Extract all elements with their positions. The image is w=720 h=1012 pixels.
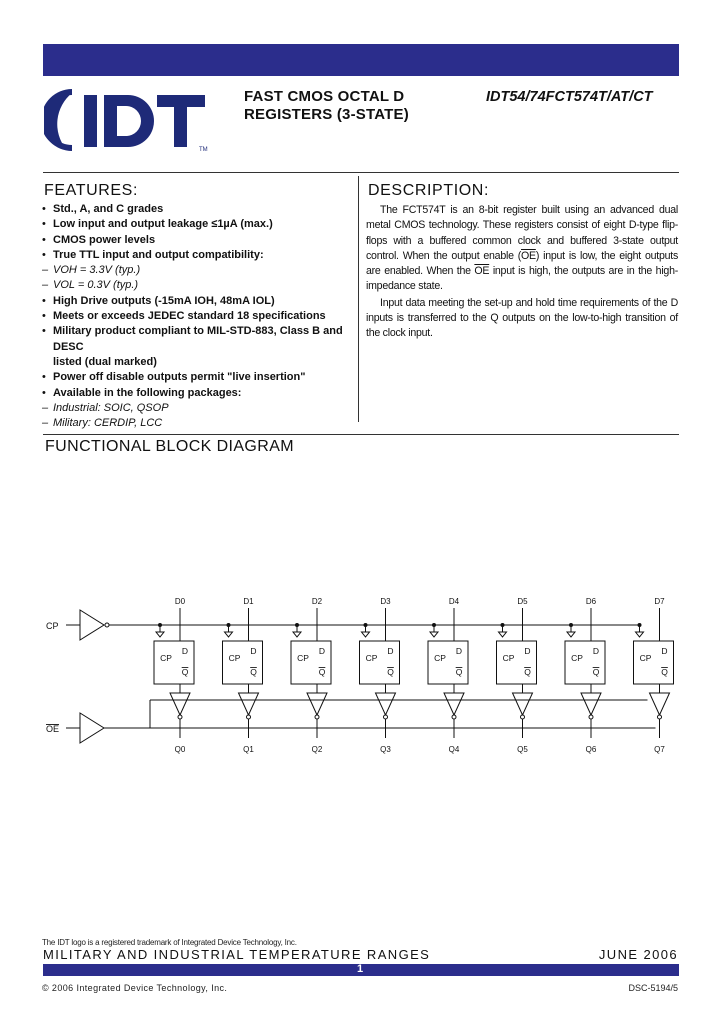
diagram-heading: FUNCTIONAL BLOCK DIAGRAM [45,438,295,455]
features-list [42,202,352,431]
feature-item: • CMOS power levels [42,233,352,248]
oe-overline: $\overline{OE}$ [474,265,490,278]
output-label-q2: Q2 [311,745,323,754]
feature-item: • Power off disable outputs permit "live insertion" [42,370,352,385]
feature-item: – VOH = 3.3V (typ.) [42,263,352,278]
ff-cp-label: CP [571,653,583,663]
tristate-buffer [513,693,533,715]
feature-item: • True TTL input and output compatibility: [42,248,352,263]
header-bar [43,44,679,76]
tristate-buffer [170,693,190,715]
output-label-q0: Q0 [174,745,186,754]
ff-cp-label: CP [639,653,652,663]
input-label-d6: D6 [585,597,597,606]
ff-q-label: Q [250,667,257,677]
output-label-q5: Q5 [517,745,528,754]
ff-q-label: Q [592,667,600,677]
tristate-buffer [581,693,601,715]
trademark-note: The IDT logo is a registered trademark of Integrated Device Technology, Inc. [42,938,297,947]
doc-number: DSC-5194/5 [628,983,678,993]
output-bubble [521,715,525,719]
feature-item: • Std., A, and C grades [42,202,352,217]
output-bubble [247,715,251,719]
title-line-2: REGISTERS (3-STATE) [244,106,409,123]
ff-cp-label: CP [297,653,309,663]
feature-item: • Low input and output leakage ≤1µA (max.) [42,217,352,232]
ff-cp-label: CP [160,653,172,663]
ff-q-label: Q [524,667,531,677]
ff-cp-label: CP [502,653,515,663]
output-label-q7: Q7 [654,745,665,754]
output-label-q3: Q3 [380,745,391,754]
feature-item: – Military: CERDIP, LCC [42,416,352,431]
tristate-buffer [239,693,259,715]
description-heading: DESCRIPTION: [368,182,489,199]
clock-arrow-icon [293,632,301,637]
ff-d-label: D [387,646,394,656]
ff-q-label: Q [181,667,189,677]
cp-buffer-bubble [105,623,109,627]
ff-d-label: D [181,646,189,656]
output-bubble [178,715,182,719]
ff-d-label: D [661,646,668,656]
doc-date: JUNE 2006 [598,947,678,962]
output-label-q4: Q4 [448,745,460,754]
clock-arrow-icon [156,632,164,637]
input-label-d1: D1 [243,597,254,606]
description-paragraph-2: Input data meeting the set-up and hold time requirements of the D inputs is transferred to the Q outputs on the low-to-high transition of the clock input. [366,296,678,340]
ff-d-label: D [318,646,326,656]
description-paragraph-1: The FCT574T is an 8-bit register built using an advanced dual metal CMOS technology. These registers consist of eight D-type flip-flops with a buffered common clock and buffered 3-state output control. When the output enable $(\overline{OE})$ input is low, the eight outputs are enabled. When the $\overline{OE}$ input is high, the outputs are in the high-impedance state. [366,204,678,293]
logo-tm: TM [199,147,208,153]
clock-arrow-icon [225,632,233,637]
input-label-d5: D5 [517,597,528,606]
feature-item: • Meets or exceeds JEDEC standard 18 specifications [42,309,352,324]
description-body [366,203,678,342]
ff-d-label: D [524,646,531,656]
oe-overline: $\overline{OE}$ [521,249,536,262]
ff-cp-label: CP [365,653,378,663]
idt-logo-mark [44,87,214,153]
clock-arrow-icon [636,632,644,637]
input-label-d7: D7 [654,597,665,606]
ff-q-label: Q [387,667,394,677]
ff-cp-label: CP [228,653,241,663]
input-label-d3: D3 [380,597,391,606]
tristate-buffer [444,693,464,715]
output-bubble [452,715,456,719]
ff-q-label: Q [661,667,668,677]
ff-d-label: D [250,646,257,656]
clock-arrow-icon [430,632,438,637]
copyright: © 2006 Integrated Device Technology, Inc. [42,983,228,993]
page-title [244,88,409,123]
cp-buffer [80,610,104,640]
output-bubble [658,715,662,719]
ff-q-label: Q [455,667,463,677]
feature-item: – VOL = 0.3V (typ.) [42,278,352,293]
column-divider [358,176,359,422]
feature-item: – Industrial: SOIC, QSOP [42,401,352,416]
features-heading: FEATURES: [44,182,139,199]
output-bubble [589,715,593,719]
feature-item: • High Drive outputs (-15mA IOH, 48mA IOL) [42,294,352,309]
clock-arrow-icon [567,632,575,637]
oe-buffer [80,713,104,743]
cp-label: CP [46,621,59,631]
block-diagram [0,580,720,770]
ff-q-label: Q [318,667,326,677]
idt-logo [44,87,214,153]
output-bubble [384,715,388,719]
feature-item: • Military product compliant to MIL-STD-883, Class B and DESC [42,324,352,355]
ff-d-label: D [455,646,463,656]
input-label-d2: D2 [311,597,323,606]
output-label-q1: Q1 [243,745,254,754]
oe-label: OE [46,724,60,734]
input-label-d4: D4 [448,597,460,606]
part-number: IDT54/74FCT574T/AT/CT [486,89,653,105]
tristate-buffer [307,693,327,715]
output-label-q6: Q6 [585,745,597,754]
header-divider [43,172,679,173]
clock-arrow-icon [499,632,507,637]
feature-item: listed (dual marked) [53,355,157,368]
ff-d-label: D [592,646,600,656]
diagram-divider [43,434,679,435]
tristate-buffer [376,693,396,715]
input-label-d0: D0 [174,597,186,606]
feature-item: • Available in the following packages: [42,386,352,401]
page-number: 1 [356,963,364,975]
ff-cp-label: CP [434,653,446,663]
title-line-1: FAST CMOS OCTAL D [244,88,405,105]
clock-arrow-icon [362,632,370,637]
output-bubble [315,715,319,719]
temperature-range: MILITARY AND INDUSTRIAL TEMPERATURE RANGES [43,947,431,962]
tristate-buffer [650,693,670,715]
